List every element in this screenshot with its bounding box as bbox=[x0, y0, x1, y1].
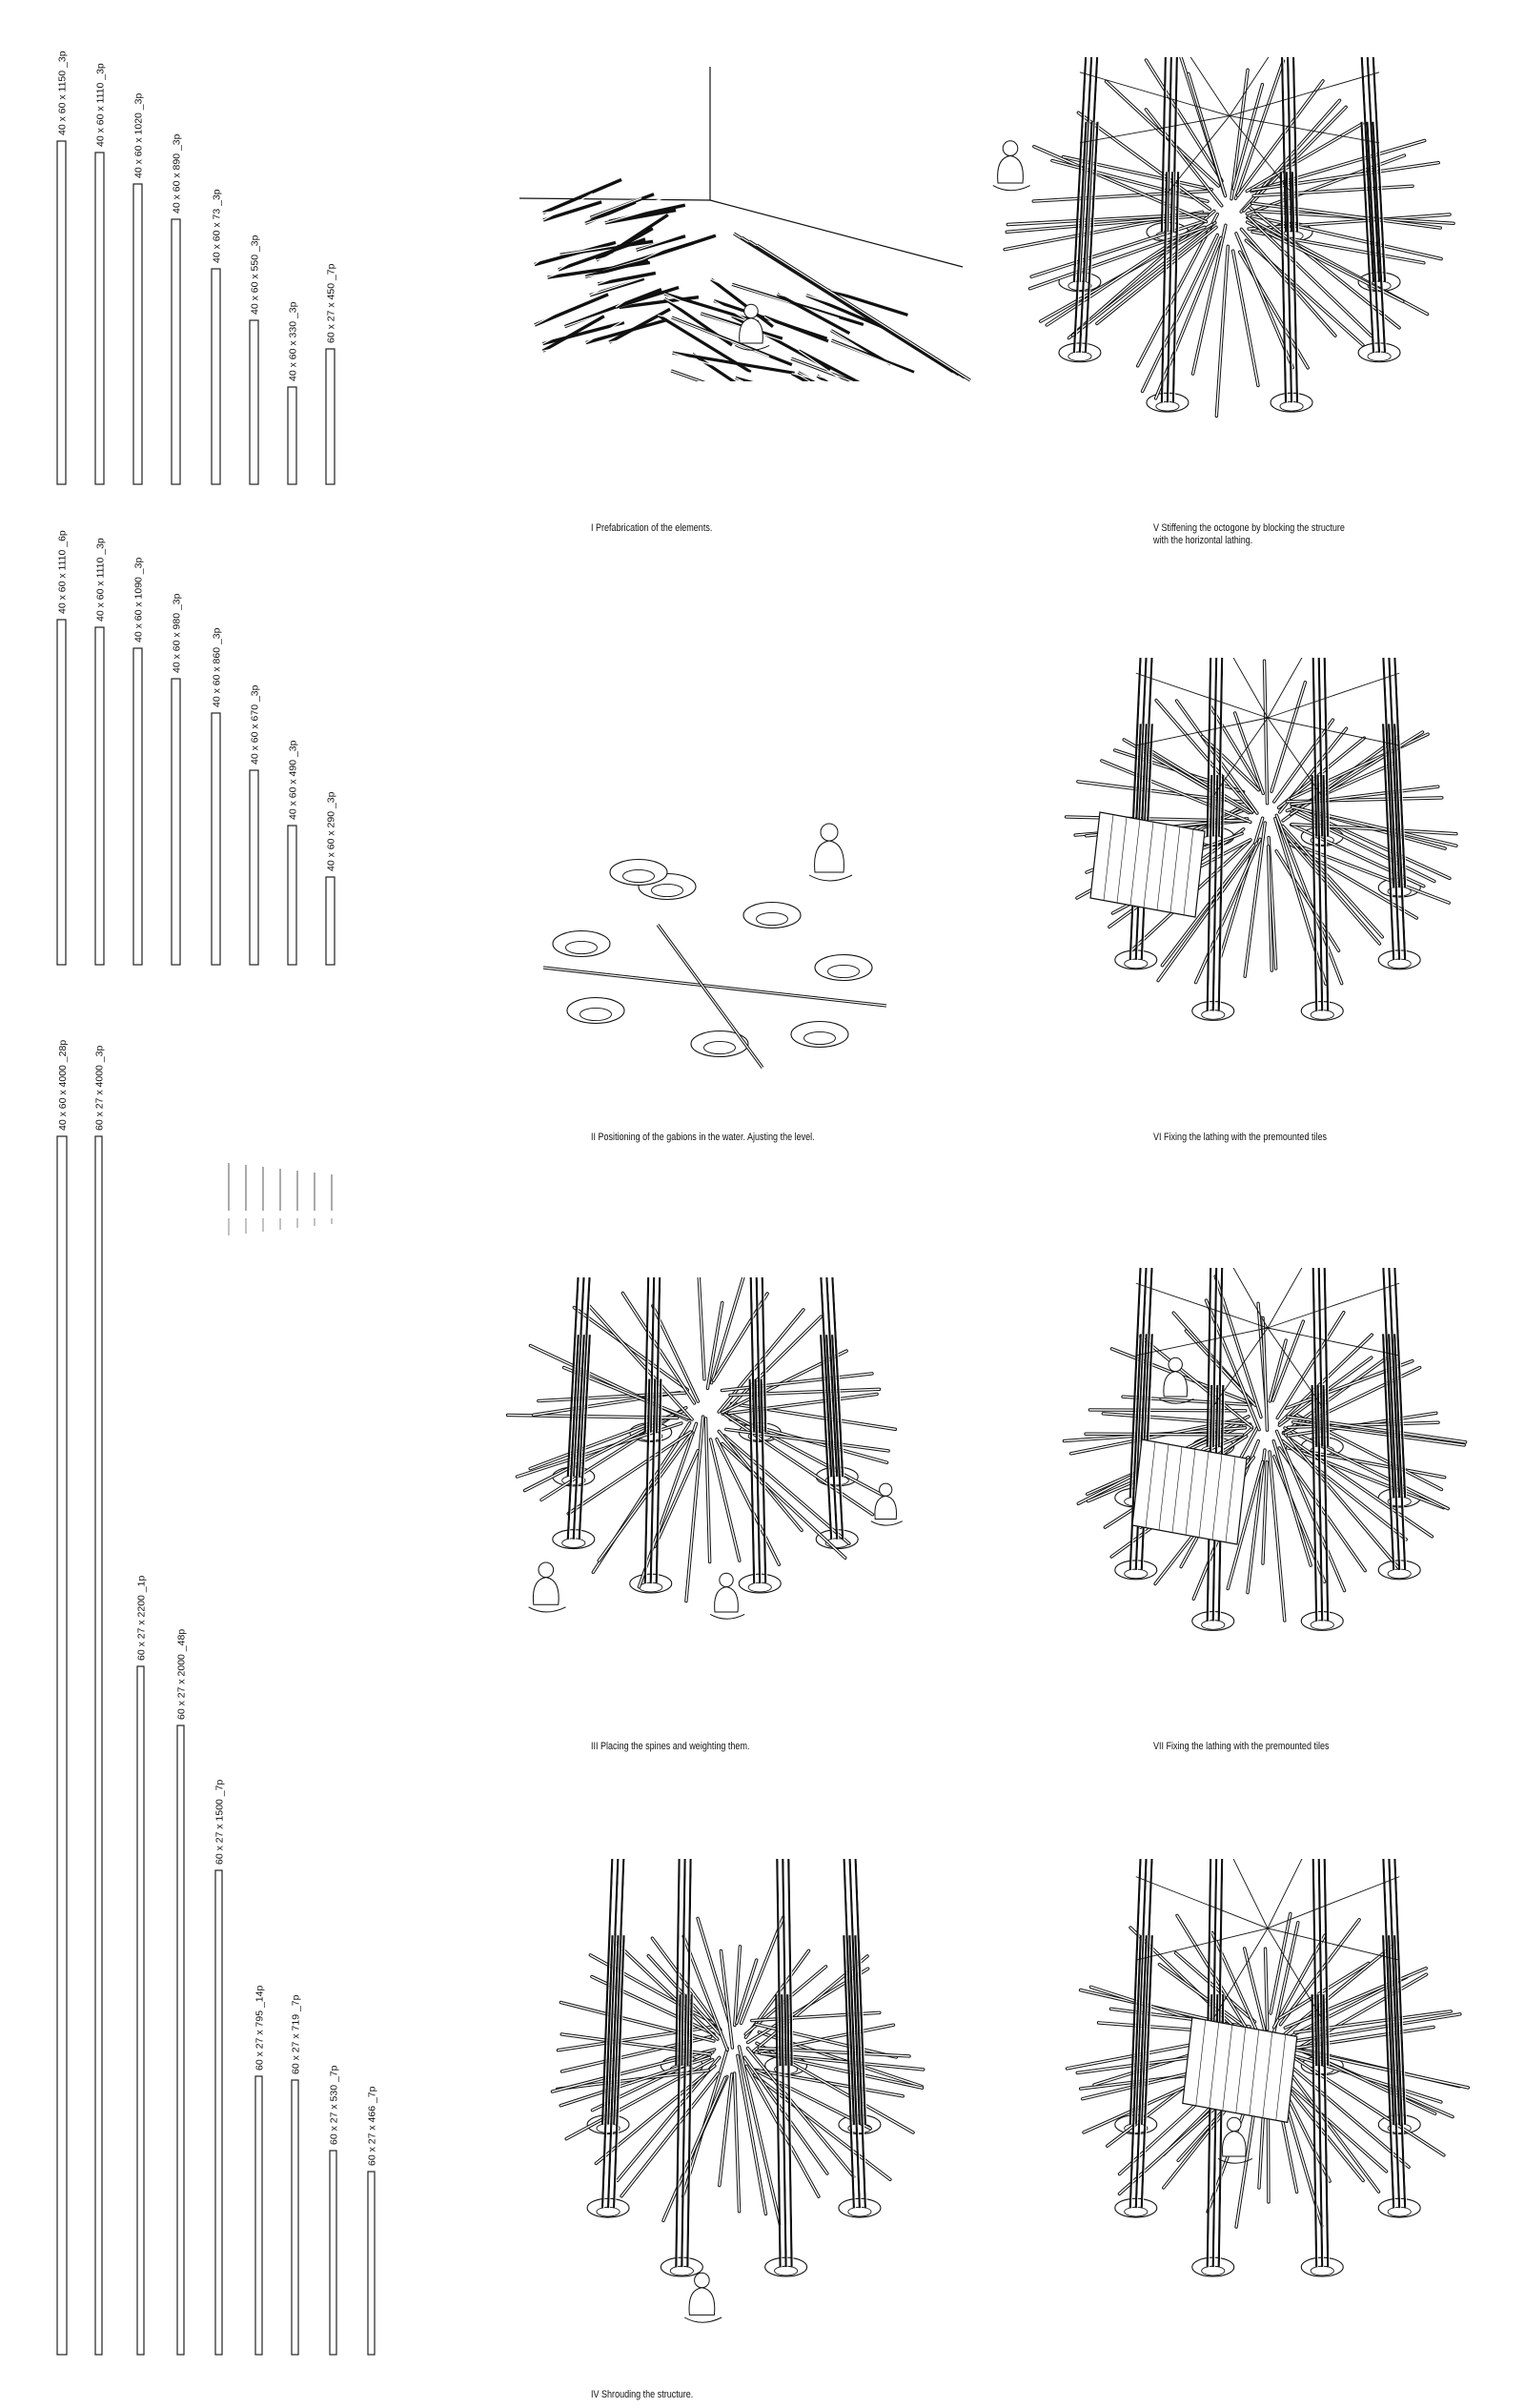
pavilion-sketch bbox=[534, 1859, 934, 2355]
timber-bar bbox=[288, 387, 296, 484]
timber-bar bbox=[250, 770, 258, 965]
timber-label: 40 x 60 x 4000 _28p bbox=[57, 1039, 69, 1131]
timber-label: 60 x 27 x 2000 _48p bbox=[175, 1628, 188, 1720]
timber-bar bbox=[172, 679, 180, 965]
timber-label: 40 x 60 x 550 _3p bbox=[249, 235, 261, 315]
timber-label: 40 x 60 x 73 _3p bbox=[211, 189, 223, 263]
timber-label: 60 x 27 x 530 _7p bbox=[328, 2065, 340, 2145]
pavilion-sketch bbox=[991, 57, 1468, 477]
timber-label: 60 x 27 x 2200 _1p bbox=[135, 1575, 148, 1661]
step-3-caption: III Placing the spines and weighting them. bbox=[591, 1741, 750, 1752]
timber-bar bbox=[326, 877, 335, 965]
pavilion-sketch bbox=[496, 1277, 915, 1649]
timber-label: 40 x 60 x 1110 _3p bbox=[94, 63, 107, 147]
step-5-caption: V Stiffening the octogone by blocking the structure with the horizontal lathing. bbox=[1153, 522, 1345, 546]
timber-label: 60 x 27 x 719 _7p bbox=[290, 1994, 302, 2074]
timber-bar bbox=[172, 219, 180, 484]
pavilion-sketch bbox=[1058, 1268, 1477, 1697]
timber-bar bbox=[250, 320, 258, 484]
timber-label: 60 x 27 x 450 _7p bbox=[325, 263, 337, 343]
micro-legend-graphic bbox=[229, 1163, 332, 1235]
prefabrication-sketch bbox=[515, 57, 972, 381]
pavilion-sketch bbox=[1058, 658, 1477, 1087]
timber-bar bbox=[133, 184, 142, 484]
timber-bar bbox=[368, 2172, 375, 2355]
timber-bar bbox=[255, 2076, 262, 2355]
step-8-drawing bbox=[1058, 1859, 1477, 2355]
timber-label: 60 x 27 x 4000 _3p bbox=[93, 1045, 106, 1131]
step-5-drawing bbox=[991, 57, 1468, 477]
timber-schedule bbox=[0, 0, 448, 2408]
timber-label: 40 x 60 x 330 _3p bbox=[287, 301, 299, 381]
timber-label: 40 x 60 x 980 _3p bbox=[171, 593, 183, 673]
timber-bar bbox=[212, 269, 220, 484]
gabion-layout-sketch bbox=[515, 782, 915, 1096]
timber-bar bbox=[133, 648, 142, 965]
timber-label: 40 x 60 x 1110 _3p bbox=[94, 538, 107, 622]
timber-label: 40 x 60 x 1090 _3p bbox=[132, 557, 145, 643]
timber-label: 60 x 27 x 795 _14p bbox=[254, 1985, 266, 2071]
timber-bar bbox=[57, 1136, 67, 2355]
step-6-caption: VI Fixing the lathing with the premounted tiles bbox=[1153, 1132, 1328, 1143]
step-4-caption: IV Shrouding the structure. bbox=[591, 2389, 694, 2400]
timber-label: 60 x 27 x 466 _7p bbox=[366, 2086, 378, 2166]
timber-bar bbox=[57, 141, 66, 484]
step-4-drawing bbox=[534, 1859, 934, 2355]
timber-label: 40 x 60 x 1110 _6p bbox=[56, 530, 69, 614]
timber-label: 40 x 60 x 860 _3p bbox=[211, 627, 223, 707]
timber-bar bbox=[212, 713, 220, 965]
timber-bar bbox=[95, 1136, 102, 2355]
timber-bar bbox=[57, 620, 66, 965]
timber-bar bbox=[330, 2151, 336, 2355]
step-1-caption: I Prefabrication of the elements. bbox=[591, 522, 713, 534]
step-3-drawing bbox=[496, 1277, 915, 1649]
timber-bar bbox=[95, 627, 104, 965]
timber-bar bbox=[177, 1725, 184, 2355]
timber-label: 40 x 60 x 670 _3p bbox=[249, 684, 261, 765]
timber-label: 40 x 60 x 1020 _3p bbox=[132, 92, 145, 178]
step-7-drawing bbox=[1058, 1268, 1477, 1697]
timber-label: 40 x 60 x 290 _3p bbox=[325, 791, 337, 871]
step-6-drawing bbox=[1058, 658, 1477, 1087]
timber-label: 60 x 27 x 1500 _7p bbox=[214, 1779, 226, 1865]
pavilion-sketch bbox=[1058, 1859, 1477, 2355]
timber-bar bbox=[292, 2080, 298, 2355]
step-7-caption: VII Fixing the lathing with the premounted tiles bbox=[1153, 1741, 1330, 1752]
step-2-drawing bbox=[515, 782, 915, 1096]
timber-bar bbox=[326, 349, 335, 484]
timber-bar bbox=[215, 1870, 222, 2355]
timber-bar bbox=[95, 153, 104, 484]
timber-label: 40 x 60 x 1150 _3p bbox=[56, 51, 69, 135]
timber-bar bbox=[288, 826, 296, 965]
timber-bar bbox=[137, 1666, 144, 2355]
timber-label: 40 x 60 x 890 _3p bbox=[171, 133, 183, 214]
step-1-drawing bbox=[515, 57, 972, 381]
timber-label: 40 x 60 x 490 _3p bbox=[287, 740, 299, 820]
step-2-caption: II Positioning of the gabions in the water. Ajusting the level. bbox=[591, 1132, 815, 1143]
